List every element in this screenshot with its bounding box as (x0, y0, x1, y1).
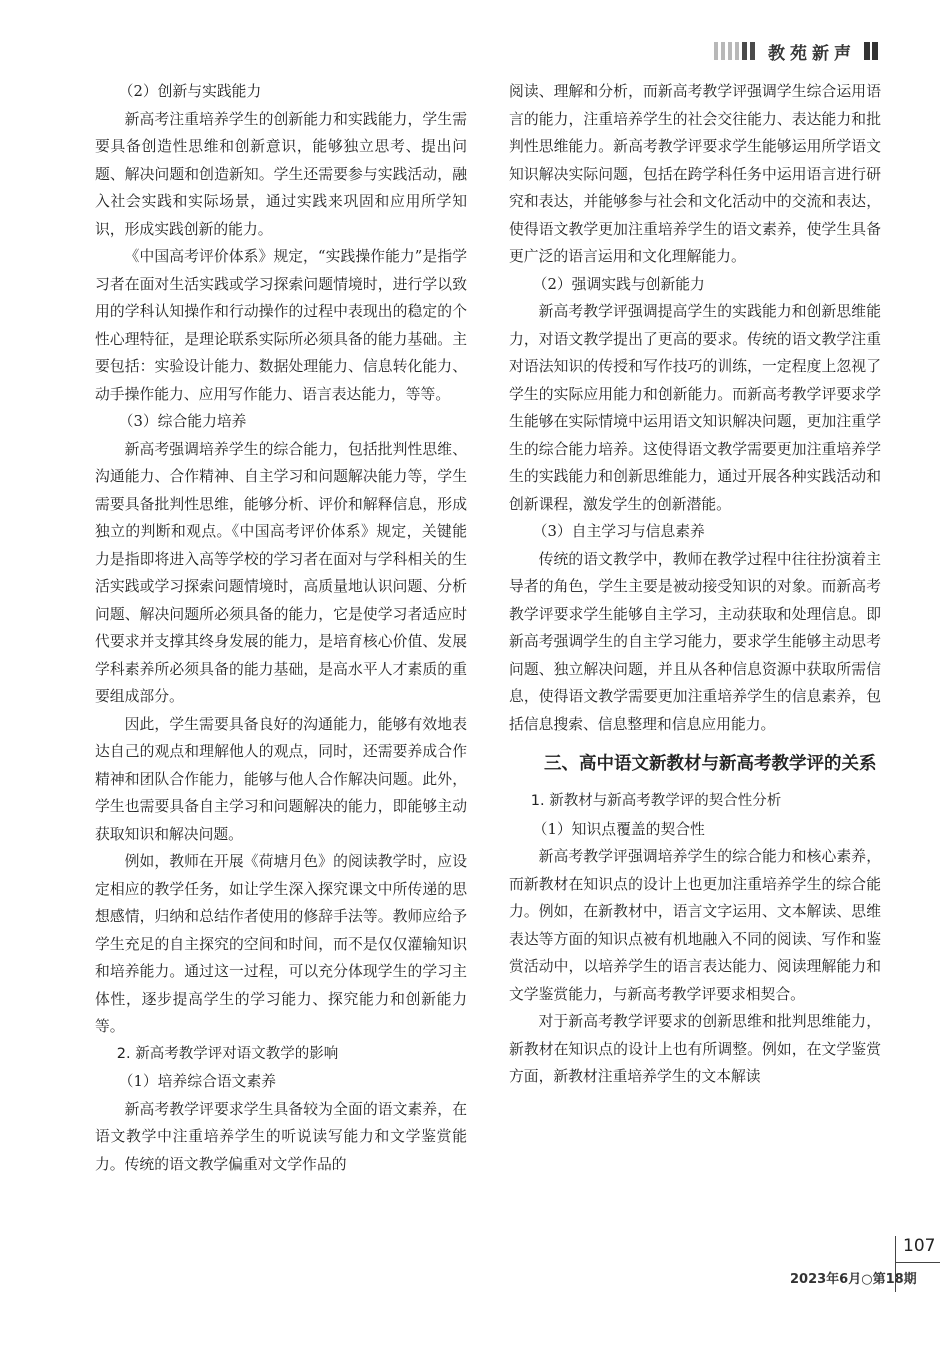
section-heading: 1. 新教材与新高考教学评的契合性分析 (530, 793, 782, 809)
footer-horizontal-rule (895, 1262, 940, 1263)
subsection-heading: （1）知识点覆盖的契合性 (532, 820, 705, 838)
section-heading: 2. 新高考教学评对语文教学的影响 (116, 1045, 339, 1062)
paragraph: 对于新高考教学评要求的创新思维和批判思维能力，新教材在知识点的设计上也有所调整。例如，在文学鉴赏方面，新教材注重培养学生的文本解读 (509, 1013, 881, 1085)
section-title: 教苑新声 (768, 43, 856, 64)
right-column (509, 78, 881, 1091)
subsection-heading: （1）培养综合语文素养 (118, 1073, 277, 1090)
header-decoration-bars (714, 42, 758, 60)
paragraph: 新高考强调培养学生的综合能力，包括批判性思维、沟通能力、合作精神、自主学习和问题解决能力等，学生需要具备批判性思维，能够分析、评价和解释信息，形成独立的判断和观点。《中国高考评价体系》规定，关键能力是指即将进入高等学校的学习者在面对与学科相关的生活实践或学习探索问题情境时，高质量地认识问题、分析问题、解决问题所必须具备的能力，它是使学习者适应时代要求并支撑其终身发展的能力，是培育核心价值、发展学科素养所必须具备的能力基础，是高水平人才素质的重要组成部分。 (95, 440, 467, 705)
subsection-heading: （3）自主学习与信息素养 (532, 523, 705, 540)
subsection-heading: （3）综合能力培养 (118, 413, 247, 430)
running-header (714, 38, 878, 64)
page-number: 107 (903, 1236, 936, 1256)
header-decoration-end (872, 42, 878, 60)
paragraph: 新高考教学评要求学生具备较为全面的语文素养，在语文教学中注重培养学生的听说读写能力和文学鉴赏能力。传统的语文教学偏重对文学作品的 (95, 1100, 467, 1173)
paragraph: 传统的语文教学中，教师在教学过程中往往扮演着主导者的角色，学生主要是被动接受知识的对象。而新高考教学评要求学生能够自主学习，主动获取和处理信息。即新高考强调学生的自主学习能力，要求学生能够主动思考问题、独立解决问题，并且从各种信息资源中获取所需信息，使得语文教学需要更加注重培养学生的信息素养，包括信息搜索、信息整理和信息应用能力。 (509, 550, 881, 733)
paragraph: 新高考教学评强调培养学生的综合能力和核心素养，而新教材在知识点的设计上也更加注重培养学生的综合能力。例如，在新教材中，语言文字运用、文本解读、思维表达等方面的知识点被有机地融入不同的阅读、写作和鉴赏活动中，以培养学生的语言表达能力、阅读理解能力和文学鉴赏能力，与新高考教学评要求相契合。 (509, 848, 881, 1003)
paragraph: 因此，学生需要具备良好的沟通能力，能够有效地表达自己的观点和理解他人的观点，同时，还需要养成合作精神和团队合作能力，能够与他人合作解决问题。此外，学生也需要具备自主学习和问题解决的能力，即能够主动获取知识和解决问题。 (95, 715, 467, 843)
subsection-heading: （2）强调实践与创新能力 (532, 275, 705, 293)
chapter-heading: 三、高中语文新教材与新高考教学评的关系 (544, 754, 877, 774)
left-column (95, 78, 467, 1178)
paragraph: 新高考教学评强调提高学生的实践能力和创新思维能力，对语文教学提出了更高的要求。传统的语文教学注重对语法知识的传授和写作技巧的训练，一定程度上忽视了学生的实际应用能力和创新能力。而新高考教学评要求学生能够在实际情境中运用语文知识解决问题，更加注重学生的综合能力培养。这使得语文教学需要更加注重培养学生的实践能力和创新思维能力，通过开展各种实践活动和创新课程，激发学生的创新潜能。 (509, 303, 881, 513)
paragraph-continued: 阅读、理解和分析，而新高考教学评强调学生综合运用语言的能力，注重培养学生的社会交往能力、表达能力和批判性思维能力。新高考教学评要求学生能够运用所学语文知识解决实际问题，包括在跨学科任务中运用语言进行研究和表达，并能够参与社会和文化活动中的交流和表达，使得语文教学更加注重培养学生的语文素养，使学生具备更广泛的语言运用和文化理解能力。 (509, 83, 881, 265)
issue-label: 2023年6月○第18期 (790, 1272, 917, 1287)
header-decoration-end (864, 42, 870, 60)
paragraph: 新高考注重培养学生的创新能力和实践能力，学生需要具备创造性思维和创新意识，能够独立思考、提出问题、解决问题和创造新知。学生还需要参与实践活动，融入社会实践和实际场景，通过实践来巩固和应用所学知识，形成实践创新的能力。 (95, 110, 467, 238)
paragraph: 《中国高考评价体系》规定，“实践操作能力”是指学习者在面对生活实践或学习探索问题情境时，进行学以致用的学科认知操作和行动操作的过程中表现出的稳定的个性心理特征，是理论联系实际所必须具备的能力基础。主要包括：实验设计能力、数据处理能力、信息转化能力、动手操作能力、应用写作能力、语言表达能力，等等。 (95, 248, 467, 403)
subsection-heading: （2）创新与实践能力 (118, 83, 262, 100)
paragraph: 例如，教师在开展《荷塘月色》的阅读教学时，应设定相应的教学任务，如让学生深入探究课文中所传递的思想感情，归纳和总结作者使用的修辞手法等。教师应给予学生充足的自主探究的空间和时间，而不是仅仅灌输知识和培养能力。通过这一过程，可以充分体现学生的学习主体性，逐步提高学生的学习能力、探究能力和创新能力等。 (95, 853, 467, 1035)
